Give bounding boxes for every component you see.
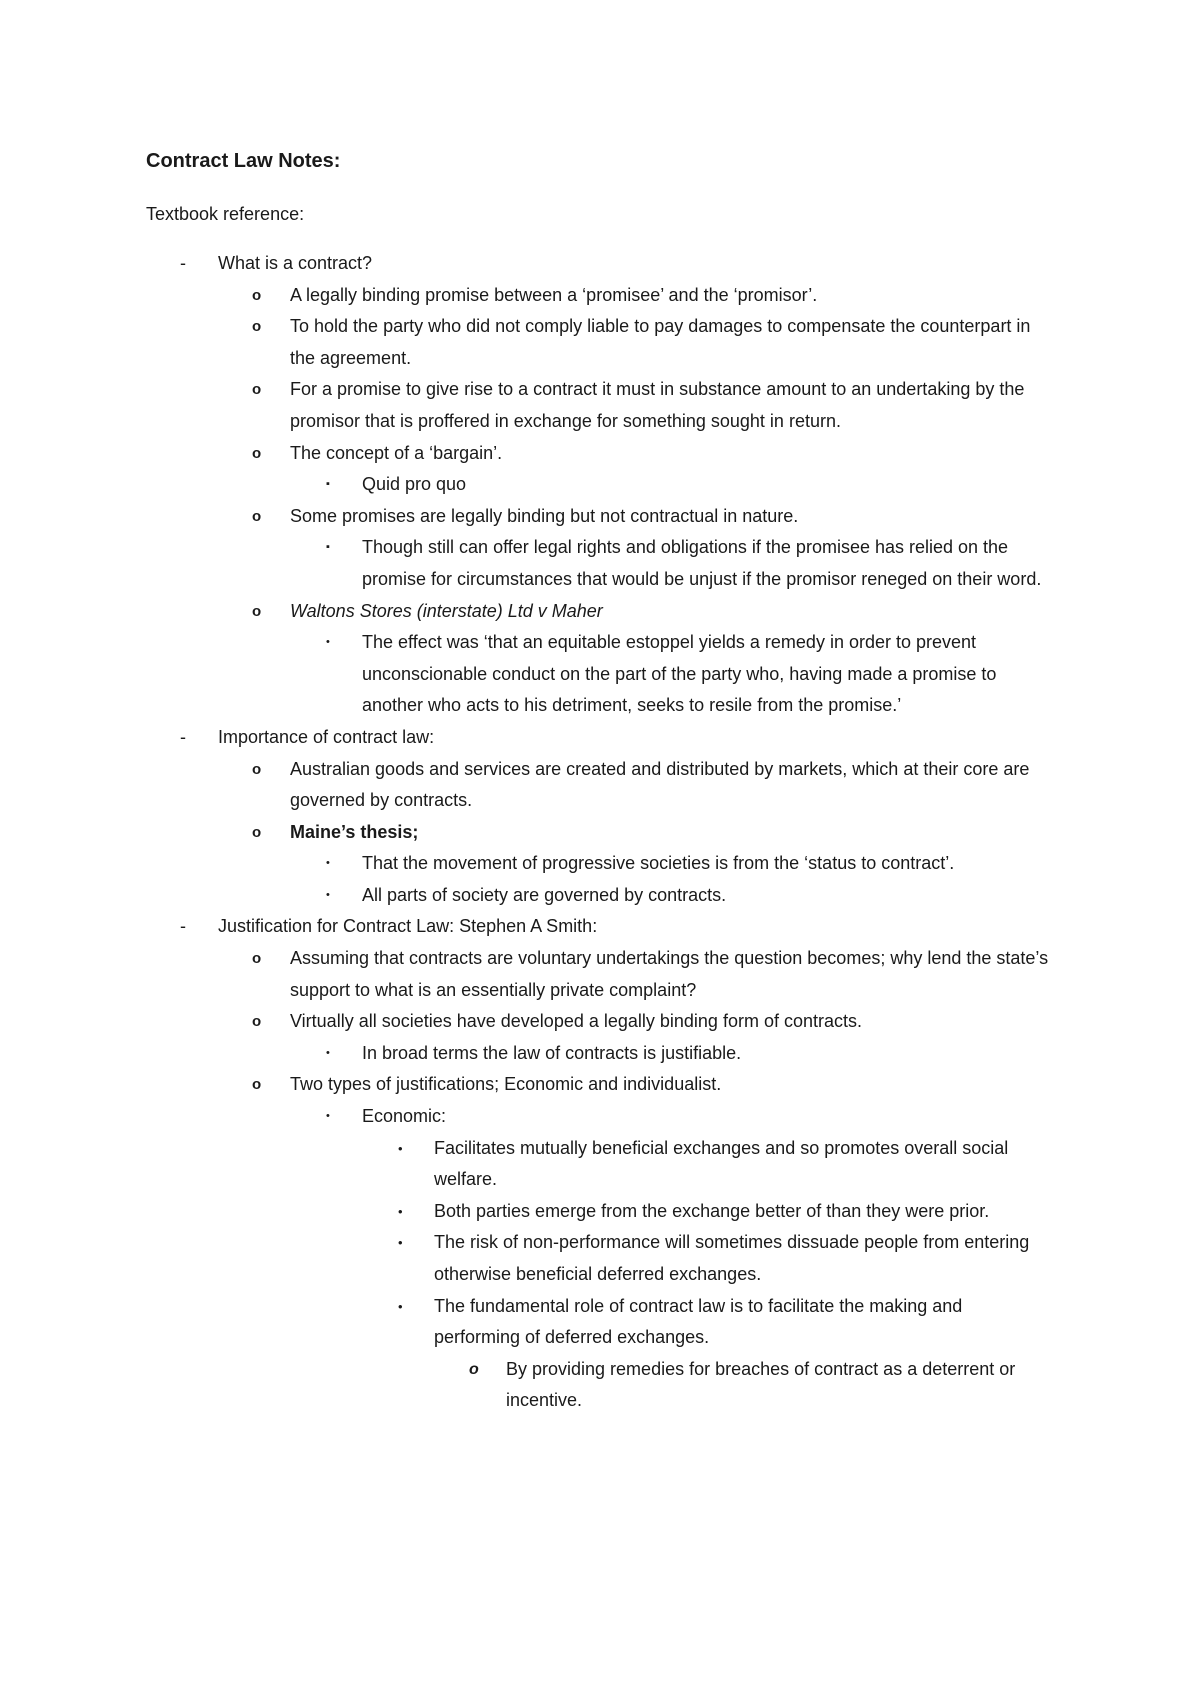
list-item: • Economic: bbox=[0, 1101, 1200, 1133]
list-item: o To hold the party who did not comply liable to pay damages to compensate the counterpart in the agreement. bbox=[0, 311, 1200, 374]
hollow-bullet-icon: o bbox=[252, 381, 262, 399]
hollow-bullet-icon: o bbox=[252, 286, 262, 304]
hollow-bullet-icon: o bbox=[252, 1076, 262, 1094]
hollow-bullet-icon: o bbox=[252, 444, 262, 462]
list-item: • The risk of non-performance will sometimes dissuade people from entering otherwise beneficial deferred exchanges. bbox=[0, 1227, 1200, 1290]
dot-bullet-icon: • bbox=[398, 1235, 403, 1251]
dot-bullet-icon: • bbox=[326, 888, 330, 901]
list-item: - What is a contract? bbox=[0, 248, 1200, 280]
list-item: o Maine’s thesis; bbox=[0, 817, 1200, 849]
list-item: o The concept of a ‘bargain’. bbox=[0, 438, 1200, 470]
list-item: • The fundamental role of contract law is to facilitate the making and performing of deferred exchanges. bbox=[0, 1291, 1200, 1354]
list-item: o Virtually all societies have developed a legally binding form of contracts. bbox=[0, 1006, 1200, 1038]
dash-bullet-icon: - bbox=[180, 916, 186, 937]
list-item: • The effect was ‘that an equitable estoppel yields a remedy in order to prevent unconscionable conduct on the part of the party who, having made a promise to another who acts to his detriment, seeks to resile from the promise.’ bbox=[0, 627, 1200, 722]
list-item: • Both parties emerge from the exchange better of than they were prior. bbox=[0, 1196, 1200, 1228]
list-item: o Two types of justifications; Economic and individualist. bbox=[0, 1069, 1200, 1101]
hollow-bullet-icon: o bbox=[469, 1360, 479, 1378]
list-item: • That the movement of progressive societies is from the ‘status to contract’. bbox=[0, 848, 1200, 880]
hollow-bullet-icon: o bbox=[252, 602, 262, 620]
case-citation: Waltons Stores (interstate) Ltd v Maher bbox=[290, 600, 603, 621]
dot-bullet-icon: • bbox=[326, 1046, 330, 1059]
list-item: o By providing remedies for breaches of contract as a deterrent or incentive. bbox=[0, 1354, 1200, 1417]
list-item: - Importance of contract law: bbox=[0, 722, 1200, 754]
dot-bullet-icon: • bbox=[326, 636, 330, 649]
list-item: o Australian goods and services are created and distributed by markets, which at their core are governed by contracts. bbox=[0, 754, 1200, 817]
list-item: - Justification for Contract Law: Stephen A Smith: bbox=[0, 911, 1200, 943]
list-item: • Facilitates mutually beneficial exchanges and so promotes overall social welfare. bbox=[0, 1133, 1200, 1196]
hollow-bullet-icon: o bbox=[252, 823, 262, 841]
page-title: Contract Law Notes: bbox=[146, 150, 341, 172]
list-item: o For a promise to give rise to a contract it must in substance amount to an undertaking by the promisor that is proffered in exchange for something sought in return. bbox=[0, 374, 1200, 437]
list-item: o Some promises are legally binding but not contractual in nature. bbox=[0, 501, 1200, 533]
dot-bullet-icon: • bbox=[326, 1110, 330, 1123]
dot-bullet-icon: • bbox=[398, 1298, 403, 1314]
dot-bullet-icon: • bbox=[398, 1203, 403, 1219]
notes-list bbox=[0, 248, 1200, 1417]
list-item: ▪ Quid pro quo bbox=[0, 469, 1200, 501]
list-item: o A legally binding promise between a ‘promisee’ and the ‘promisor’. bbox=[0, 280, 1200, 312]
list-item: • In broad terms the law of contracts is justifiable. bbox=[0, 1038, 1200, 1070]
hollow-bullet-icon: o bbox=[252, 950, 262, 968]
square-bullet-icon: ▪ bbox=[326, 478, 330, 491]
list-item: o Assuming that contracts are voluntary undertakings the question becomes; why lend the state’s support to what is an essentially private complaint? bbox=[0, 943, 1200, 1006]
dot-bullet-icon: • bbox=[326, 857, 330, 870]
hollow-bullet-icon: o bbox=[252, 760, 262, 778]
square-bullet-icon: ▪ bbox=[326, 541, 330, 554]
dash-bullet-icon: - bbox=[180, 726, 186, 747]
dot-bullet-icon: • bbox=[398, 1140, 403, 1156]
hollow-bullet-icon: o bbox=[252, 318, 262, 336]
list-item bbox=[0, 596, 1200, 628]
subtitle: Textbook reference: bbox=[146, 204, 305, 224]
list-item: ▪ Though still can offer legal rights and obligations if the promisee has relied on the promise for circumstances that would be unjust if the promisor reneged on their word. bbox=[0, 532, 1200, 595]
hollow-bullet-icon: o bbox=[252, 507, 262, 525]
list-item: • All parts of society are governed by contracts. bbox=[0, 880, 1200, 912]
hollow-bullet-icon: o bbox=[252, 1013, 262, 1031]
dash-bullet-icon: - bbox=[180, 253, 186, 273]
